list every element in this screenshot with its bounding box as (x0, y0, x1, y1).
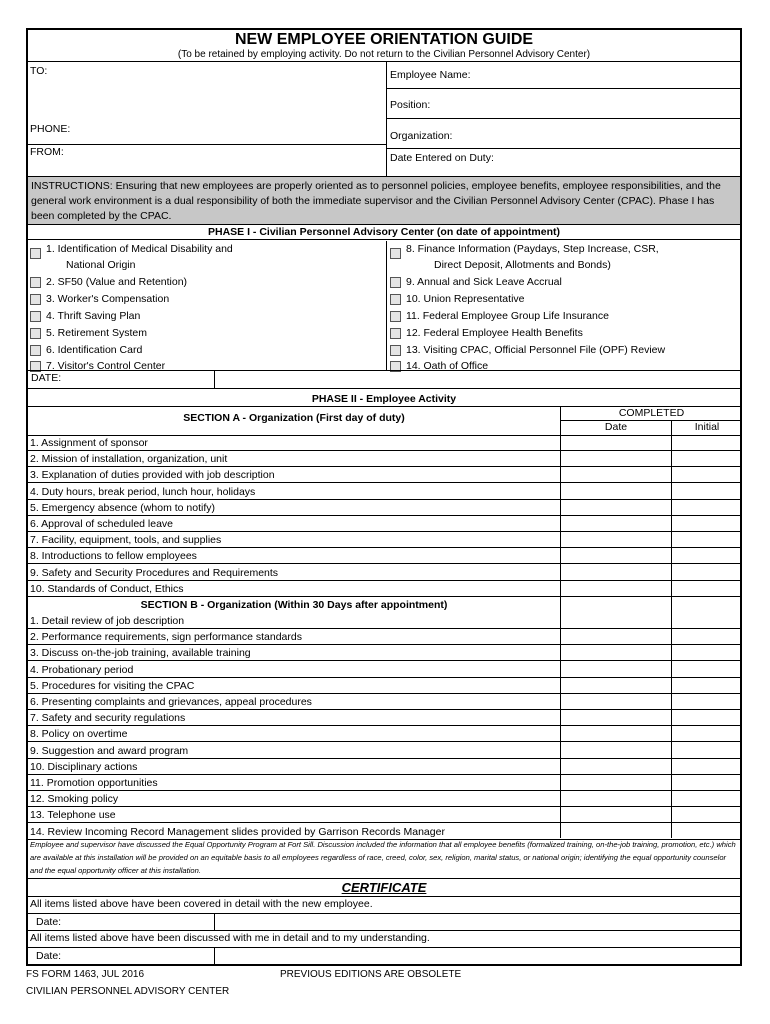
section-b-row (28, 807, 740, 823)
section-a-row (28, 565, 740, 581)
checkbox[interactable] (30, 345, 41, 356)
right-item (388, 242, 743, 258)
section-b-row (28, 743, 740, 759)
completed-initial-cell[interactable] (672, 435, 742, 450)
completed-date-cell[interactable] (561, 500, 671, 515)
phase2-heading: PHASE II - Employee Activity (311, 393, 457, 405)
phone-field[interactable]: PHONE: (30, 123, 71, 135)
left-item-label: 7. Visitor's Control Center (46, 360, 166, 372)
completed-initial-cell[interactable] (672, 581, 742, 596)
checkbox[interactable] (390, 328, 401, 339)
section-b-row (28, 678, 740, 694)
certificate-line-1: All items listed above have been covered in detail with the new employee. (30, 898, 373, 910)
completed-initial-cell[interactable] (672, 743, 742, 758)
section-a-row (28, 532, 740, 548)
divider (28, 930, 740, 931)
divider (386, 88, 742, 89)
divider (386, 148, 742, 149)
left-item-label: 6. Identification Card (46, 344, 143, 356)
left-item (28, 326, 383, 342)
right-item-label: 12. Federal Employee Health Benefits (406, 327, 583, 339)
completed-initial-cell[interactable] (672, 467, 742, 482)
instructions: INSTRUCTIONS: Ensuring that new employees are properly oriented as to personnel policies, employee benefits, employee responsibilities, and the general work environment is a dual responsibility of both the immediate supervisor and the Civilian Personnel Advisory Center (CPAC). Phase I has been completed by the CPAC. (28, 177, 740, 225)
section-b-row-label: 1. Detail review of job description (30, 615, 185, 627)
section-b-title: SECTION B - Organization (Within 30 Days after appointment) (140, 599, 448, 611)
divider (28, 896, 740, 897)
completed-date-cell[interactable] (561, 775, 671, 790)
date-column-header: Date (604, 421, 628, 433)
section-b-row-label: 13. Telephone use (30, 809, 116, 822)
section-b-row (28, 694, 740, 710)
completed-initial-cell[interactable] (672, 807, 742, 822)
certificate-date-1-label: Date: (36, 916, 62, 928)
section-b-row (28, 775, 740, 791)
completed-initial-cell[interactable] (672, 662, 742, 677)
completed-date-cell[interactable] (561, 484, 671, 499)
section-a-row-label: 1. Assignment of sponsor (30, 437, 148, 449)
left-item (28, 309, 383, 325)
section-b-row-label: 9. Suggestion and award program (30, 744, 189, 757)
completed-date-cell[interactable] (561, 565, 671, 580)
completed-date-cell[interactable] (561, 532, 671, 547)
right-item-label: 11. Federal Employee Group Life Insurance (406, 310, 609, 322)
checkbox[interactable] (390, 311, 401, 322)
right-item (388, 343, 743, 359)
phase1-date-input[interactable] (215, 371, 742, 388)
completed-initial-cell[interactable] (672, 726, 742, 741)
certificate-date-1-input[interactable] (215, 914, 742, 930)
certificate-date-2-input[interactable] (215, 948, 742, 965)
section-a-row (28, 467, 740, 483)
section-a-row (28, 451, 740, 467)
to-field[interactable]: TO: (30, 65, 48, 77)
section-b-row (28, 645, 740, 661)
left-item-label: 5. Retirement System (46, 327, 147, 339)
left-item (28, 242, 383, 258)
from-field[interactable]: FROM: (30, 146, 64, 158)
completed-date-cell[interactable] (561, 791, 671, 806)
left-item (28, 275, 383, 291)
left-item-label: 1. Identification of Medical Disability and (46, 243, 233, 255)
section-b-row-label: 6. Presenting complaints and grievances, appeal procedures (30, 696, 312, 708)
section-a-row-label: 2. Mission of installation, organization, unit (30, 453, 228, 466)
date-entered-field[interactable]: Date Entered on Duty: (390, 152, 494, 164)
section-a-row-label: 4. Duty hours, break period, lunch hour, holidays (30, 485, 256, 498)
section-b-row-label: 4. Probationary period (30, 663, 134, 676)
completed-initial-cell[interactable] (672, 500, 742, 515)
form-subtitle: (To be retained by employing activity. Do not return to the Civilian Personnel Advisory Center) (177, 49, 591, 60)
right-item-label: 14. Oath of Office (406, 360, 489, 372)
right-item-label: 9. Annual and Sick Leave Accrual (406, 276, 562, 288)
completed-date-cell[interactable] (561, 662, 671, 677)
completed-initial-cell[interactable] (672, 565, 742, 580)
completed-date-cell[interactable] (561, 467, 671, 482)
section-a-row-label: 8. Introductions to fellow employees (30, 550, 197, 563)
left-item-label: 3. Worker's Compensation (46, 293, 170, 305)
section-b-row-label: 11. Promotion opportunities (30, 777, 158, 789)
completed-date-cell[interactable] (561, 451, 671, 466)
divider (28, 144, 386, 145)
right-item-label: 10. Union Representative (406, 293, 525, 305)
section-a-row (28, 581, 740, 597)
section-b-row-label: 12. Smoking policy (30, 793, 119, 806)
previous-editions-note: PREVIOUS EDITIONS ARE OBSOLETE (280, 969, 462, 980)
certificate-title: CERTIFICATE (341, 880, 427, 895)
completed-date-cell[interactable] (561, 613, 671, 628)
right-item (388, 326, 743, 342)
section-a-row (28, 516, 740, 532)
completed-initial-cell[interactable] (672, 484, 742, 499)
section-b-row (28, 759, 740, 775)
completed-initial-cell[interactable] (672, 451, 742, 466)
completed-date-cell[interactable] (561, 548, 671, 563)
section-b-row-label: 2. Performance requirements, sign performance standards (30, 631, 302, 644)
divider (386, 118, 742, 119)
completed-initial-cell[interactable] (672, 775, 742, 790)
section-a-row (28, 500, 740, 516)
completed-date-cell[interactable] (561, 435, 671, 450)
section-a-title: SECTION A - Organization (First day of duty) (183, 412, 405, 424)
right-item (388, 292, 743, 308)
office-name: CIVILIAN PERSONNEL ADVISORY CENTER (26, 986, 230, 997)
completed-date-cell[interactable] (561, 726, 671, 741)
section-b-row-label: 8. Policy on overtime (30, 728, 128, 741)
section-a-row (28, 548, 740, 564)
section-a-row (28, 435, 740, 451)
completed-date-cell[interactable] (561, 759, 671, 774)
left-item-label: 4. Thrift Saving Plan (46, 310, 141, 322)
completed-date-cell[interactable] (561, 694, 671, 709)
eeo-statement: Employee and supervisor have discussed the Equal Opportunity Program at Fort Sill. Discussion included the information that all employee benefits (formalized training, on-the-job training, promotion, etc.) which are available at this installation will be provided on an equitable basis to all employees regardless of race, creed, color, sex, religion, marital status, or national origin; identifying the equal opportunity counselor and the equal opportunity officer at this installation. (28, 837, 740, 879)
section-a-row-label: 7. Facility, equipment, tools, and supplies (30, 534, 222, 547)
completed-date-cell[interactable] (561, 710, 671, 725)
certificate-line-2: All items listed above have been discussed with me in detail and to my understanding. (30, 932, 430, 944)
checkbox[interactable] (390, 345, 401, 356)
completed-date-cell[interactable] (561, 678, 671, 693)
checkbox[interactable] (390, 277, 401, 288)
completed-initial-cell[interactable] (672, 645, 742, 660)
phase1-heading: PHASE I - Civilian Personnel Advisory Center (on date of appointment) (28, 225, 740, 240)
section-b-row-label: 5. Procedures for visiting the CPAC (30, 679, 195, 692)
completed-date-cell[interactable] (561, 629, 671, 644)
section-a-row-label: 5. Emergency absence (whom to notify) (30, 501, 216, 514)
completed-initial-cell[interactable] (672, 678, 742, 693)
right-item-8-continuation: Direct Deposit, Allotments and Bonds) (434, 259, 611, 271)
section-b-row (28, 726, 740, 742)
section-b-row (28, 791, 740, 807)
right-item-label: 13. Visiting CPAC, Official Personnel File (OPF) Review (406, 344, 666, 356)
checkbox[interactable] (390, 294, 401, 305)
form-title: NEW EMPLOYEE ORIENTATION GUIDE (234, 31, 534, 48)
checkbox[interactable] (390, 248, 401, 259)
completed-initial-cell[interactable] (672, 532, 742, 547)
completed-label: COMPLETED (618, 407, 685, 419)
section-b-row-label: 14. Review Incoming Record Management slides provided by Garrison Records Manager (30, 825, 445, 838)
orientation-form (26, 28, 742, 966)
checkbox[interactable] (30, 328, 41, 339)
section-a-row-label: 6. Approval of scheduled leave (30, 518, 174, 530)
left-item (28, 292, 383, 308)
section-b-row-label: 10. Disciplinary actions (30, 760, 138, 773)
completed-date-cell[interactable] (561, 581, 671, 596)
completed-initial-cell[interactable] (672, 791, 742, 806)
section-b-row-label: 7. Safety and security regulations (30, 712, 186, 725)
section-b-row-label: 3. Discuss on-the-job training, available training (30, 647, 251, 660)
section-a-row-label: 3. Explanation of duties provided with job description (30, 469, 275, 482)
employee-name-field[interactable]: Employee Name: (390, 69, 471, 81)
section-b-row (28, 613, 740, 629)
completed-date-cell[interactable] (561, 516, 671, 531)
left-item-label: 2. SF50 (Value and Retention) (46, 276, 188, 288)
completed-initial-cell[interactable] (672, 759, 742, 774)
right-item-label: 8. Finance Information (Paydays, Step Increase, CSR, (406, 243, 659, 255)
section-b-row (28, 710, 740, 726)
checkbox[interactable] (30, 311, 41, 322)
checkbox[interactable] (30, 277, 41, 288)
section-b-row (28, 629, 740, 645)
section-a-row-label: 9. Safety and Security Procedures and Requirements (30, 566, 279, 579)
completed-initial-cell[interactable] (672, 694, 742, 709)
certificate-date-2-label: Date: (36, 950, 62, 962)
completed-initial-cell[interactable] (672, 516, 742, 531)
checkbox[interactable] (30, 248, 41, 259)
section-a-row (28, 484, 740, 500)
completed-date-cell[interactable] (561, 807, 671, 822)
position-field[interactable]: Position: (390, 99, 431, 111)
info-divider (386, 62, 387, 177)
completed-date-cell[interactable] (561, 645, 671, 660)
completed-initial-cell[interactable] (672, 710, 742, 725)
section-a-row-label: 10. Standards of Conduct, Ethics (30, 582, 184, 595)
right-item (388, 275, 743, 291)
completed-initial-cell[interactable] (672, 548, 742, 563)
initial-column-header: Initial (694, 421, 720, 433)
completed-date-cell[interactable] (561, 743, 671, 758)
divider (28, 388, 740, 389)
completed-initial-cell[interactable] (672, 613, 742, 628)
completed-initial-cell[interactable] (672, 629, 742, 644)
right-item (388, 309, 743, 325)
left-item-1-continuation: National Origin (66, 259, 136, 271)
form-header (28, 30, 740, 62)
phase1-divider (386, 241, 387, 370)
organization-field[interactable]: Organization: (390, 130, 453, 142)
left-item (28, 343, 383, 359)
phase1-date-label: DATE: (31, 372, 62, 384)
form-id: FS FORM 1463, JUL 2016 (26, 969, 145, 980)
section-b-row (28, 662, 740, 678)
checkbox[interactable] (30, 294, 41, 305)
